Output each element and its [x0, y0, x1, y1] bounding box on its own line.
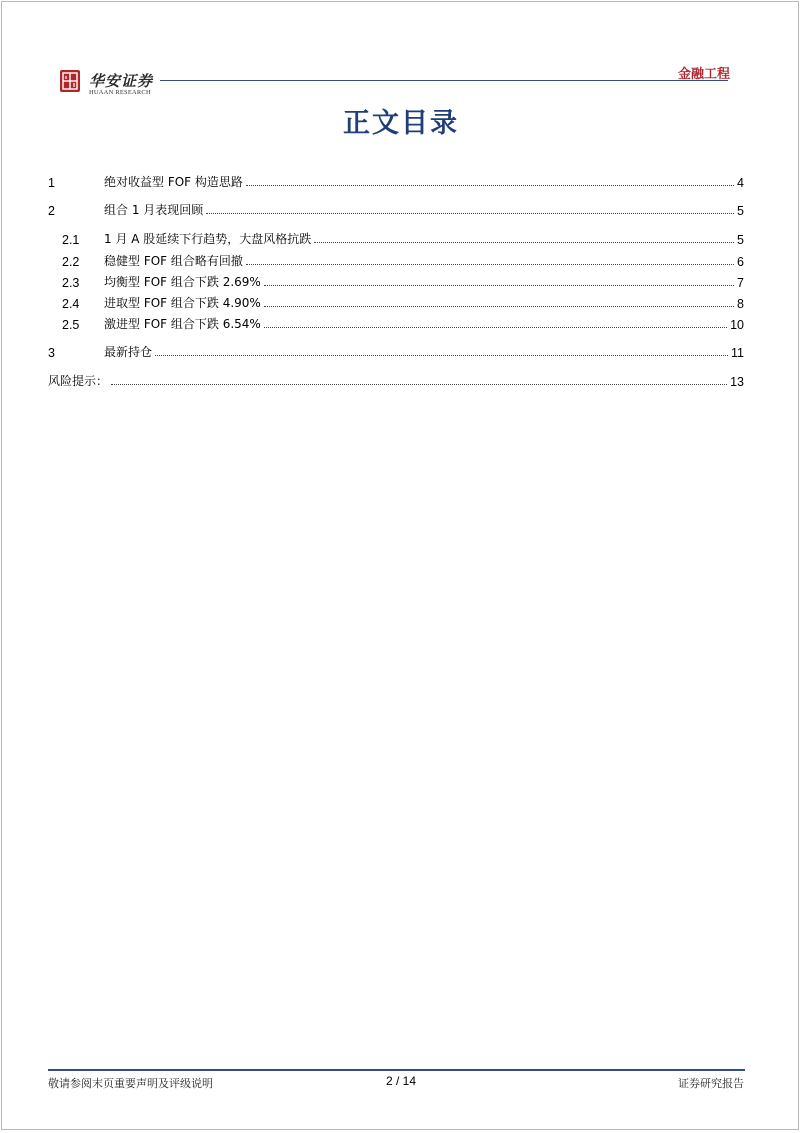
toc-leader	[264, 284, 734, 286]
toc-title: 稳健型 FOF 组合略有回撤	[104, 254, 243, 268]
toc-number: 2.2	[62, 255, 80, 269]
footer-rule	[48, 1069, 745, 1071]
toc-subentry[interactable]	[62, 312, 744, 332]
toc-number: 2.1	[62, 233, 80, 247]
toc-title: 最新持仓	[104, 345, 153, 359]
toc-entry[interactable]	[48, 340, 744, 360]
toc-leader	[206, 212, 734, 214]
toc-page-number: 5	[737, 204, 744, 218]
toc-subentry[interactable]	[62, 270, 744, 290]
toc-entry[interactable]	[48, 170, 744, 190]
toc-page-number: 7	[737, 276, 744, 290]
toc-subentry[interactable]	[62, 249, 744, 269]
toc-page-number: 8	[737, 297, 744, 311]
toc-page-number: 13	[730, 375, 744, 389]
report-type: 证券研究报告	[678, 1077, 744, 1090]
toc-page-number: 10	[730, 318, 744, 332]
toc-number: 2.3	[62, 276, 80, 290]
toc-number: 2.4	[62, 297, 80, 311]
toc-entry-risk[interactable]	[48, 369, 744, 389]
logo-chinese-name: 华安证券	[89, 72, 154, 90]
toc-leader	[155, 354, 728, 356]
header-rule	[160, 80, 728, 81]
toc-page-number: 4	[737, 176, 744, 190]
toc-title: 组合 1 月表现回顾	[104, 203, 204, 217]
toc-leader	[111, 383, 727, 385]
toc-number: 2.5	[62, 318, 80, 332]
toc-title: 风险提示：	[48, 374, 109, 388]
toc-title: 激进型 FOF 组合下跌 6.54%	[104, 317, 261, 331]
toc-page-number: 11	[731, 346, 744, 360]
section-tag: 金融工程	[677, 67, 730, 82]
company-logo	[56, 66, 176, 100]
toc-title: 1 月 A 股延续下行趋势，大盘风格抗跌	[104, 232, 312, 246]
toc-subentry[interactable]	[62, 291, 744, 311]
toc-title: 均衡型 FOF 组合下跌 2.69%	[104, 275, 261, 289]
toc-leader	[264, 305, 734, 307]
page-indicator: 2 / 14	[385, 1074, 417, 1088]
toc-title: 进取型 FOF 组合下跌 4.90%	[104, 296, 261, 310]
toc-number: 2	[48, 204, 55, 218]
toc-page-number: 6	[737, 255, 744, 269]
logo-english-name: HUAAN RESEARCH	[89, 89, 151, 96]
toc-leader	[246, 263, 734, 265]
toc-leader	[314, 241, 734, 243]
toc-subentry[interactable]	[62, 227, 744, 247]
toc-page-number: 5	[737, 233, 744, 247]
toc-leader	[246, 184, 734, 186]
toc-title: 绝对收益型 FOF 构造思路	[104, 175, 243, 189]
toc-number: 1	[48, 176, 55, 190]
footer-disclaimer: 敬请参阅末页重要声明及评级说明	[48, 1077, 213, 1090]
toc-number: 3	[48, 346, 55, 360]
page-title: 正文目录	[343, 108, 459, 139]
logo-seal-icon	[60, 70, 80, 92]
toc-entry[interactable]	[48, 198, 744, 218]
toc-leader	[264, 326, 727, 328]
